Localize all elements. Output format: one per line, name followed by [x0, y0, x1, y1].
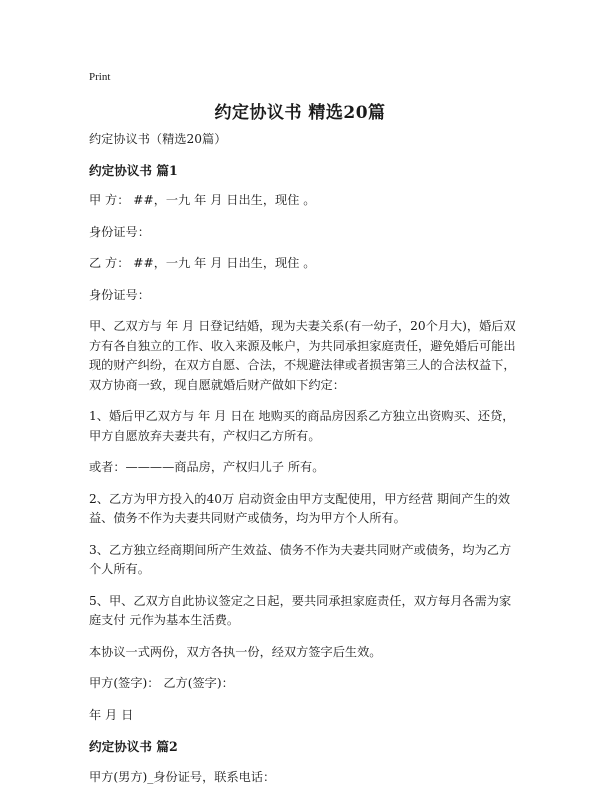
- agreement-intro-paragraph: 甲、乙双方与 年 月 日登记结婚，现为夫妻关系(有一幼子，20个月大)，婚后双方有各自独立的工作、收入来源及帐户，为共同承担家庭责任，避免婚后可能出现的财产纠纷，在双方自愿、合法，不规避法律或者损害第三人的合法权益下，双方协商一致，现自愿就婚后财产做如下约定：: [89, 319, 516, 392]
- print-link[interactable]: Print: [89, 71, 111, 83]
- party-a-id-line: 身份证号：: [89, 224, 150, 239]
- date-line: 年 月 日: [89, 707, 134, 722]
- clause-1-paragraph: 1、婚后甲乙双方与 年 月 日在 地购买的商品房因系乙方独立出资购买、还贷，甲方自愿放弃夫妻共有，产权归乙方所有。: [89, 409, 515, 443]
- section-heading-2: 约定协议书 篇2: [89, 739, 178, 754]
- party-a-line: 甲 方： ##，一九 年 月 日出生，现住 。: [89, 193, 316, 207]
- clause-2-paragraph: 2、乙方为甲方投入的40万 启动资金由甲方支配使用，甲方经营 期间产生的效益、债务不作为夫妻共同财产或债务，均为甲方个人所有。: [89, 491, 511, 525]
- clause-5-paragraph: 5、甲、乙双方自此协议签定之日起，要共同承担家庭责任，双方每月各需为家庭支付 元作为基本生活费。: [89, 593, 512, 627]
- section-heading-1: 约定协议书 篇1: [89, 162, 178, 178]
- party-b-line: 乙 方： ##，一九 年 月 日出生，现住 。: [89, 256, 316, 270]
- signature-line: 甲方(签字)： 乙方(签字)：: [89, 676, 234, 690]
- party-a-male-line: 甲方(男方)_身份证号，联系电话：: [89, 769, 276, 784]
- document-body: [89, 130, 519, 799]
- party-b-id-line: 身份证号：: [89, 287, 150, 302]
- clause-3-paragraph: 3、乙方独立经商期间所产生效益、债务不作为夫妻共同财产或债务，均为乙方个人所有。: [89, 542, 512, 576]
- copies-statement: 本协议一式两份，双方各执一份，经双方签字后生效。: [89, 644, 382, 659]
- page-title: 约定协议书 精选20篇: [214, 103, 386, 123]
- document-subtitle: 约定协议书（精选20篇）: [89, 132, 227, 146]
- clause-alternative-paragraph: 或者：————商品房，产权归儿子 所有。: [89, 460, 325, 474]
